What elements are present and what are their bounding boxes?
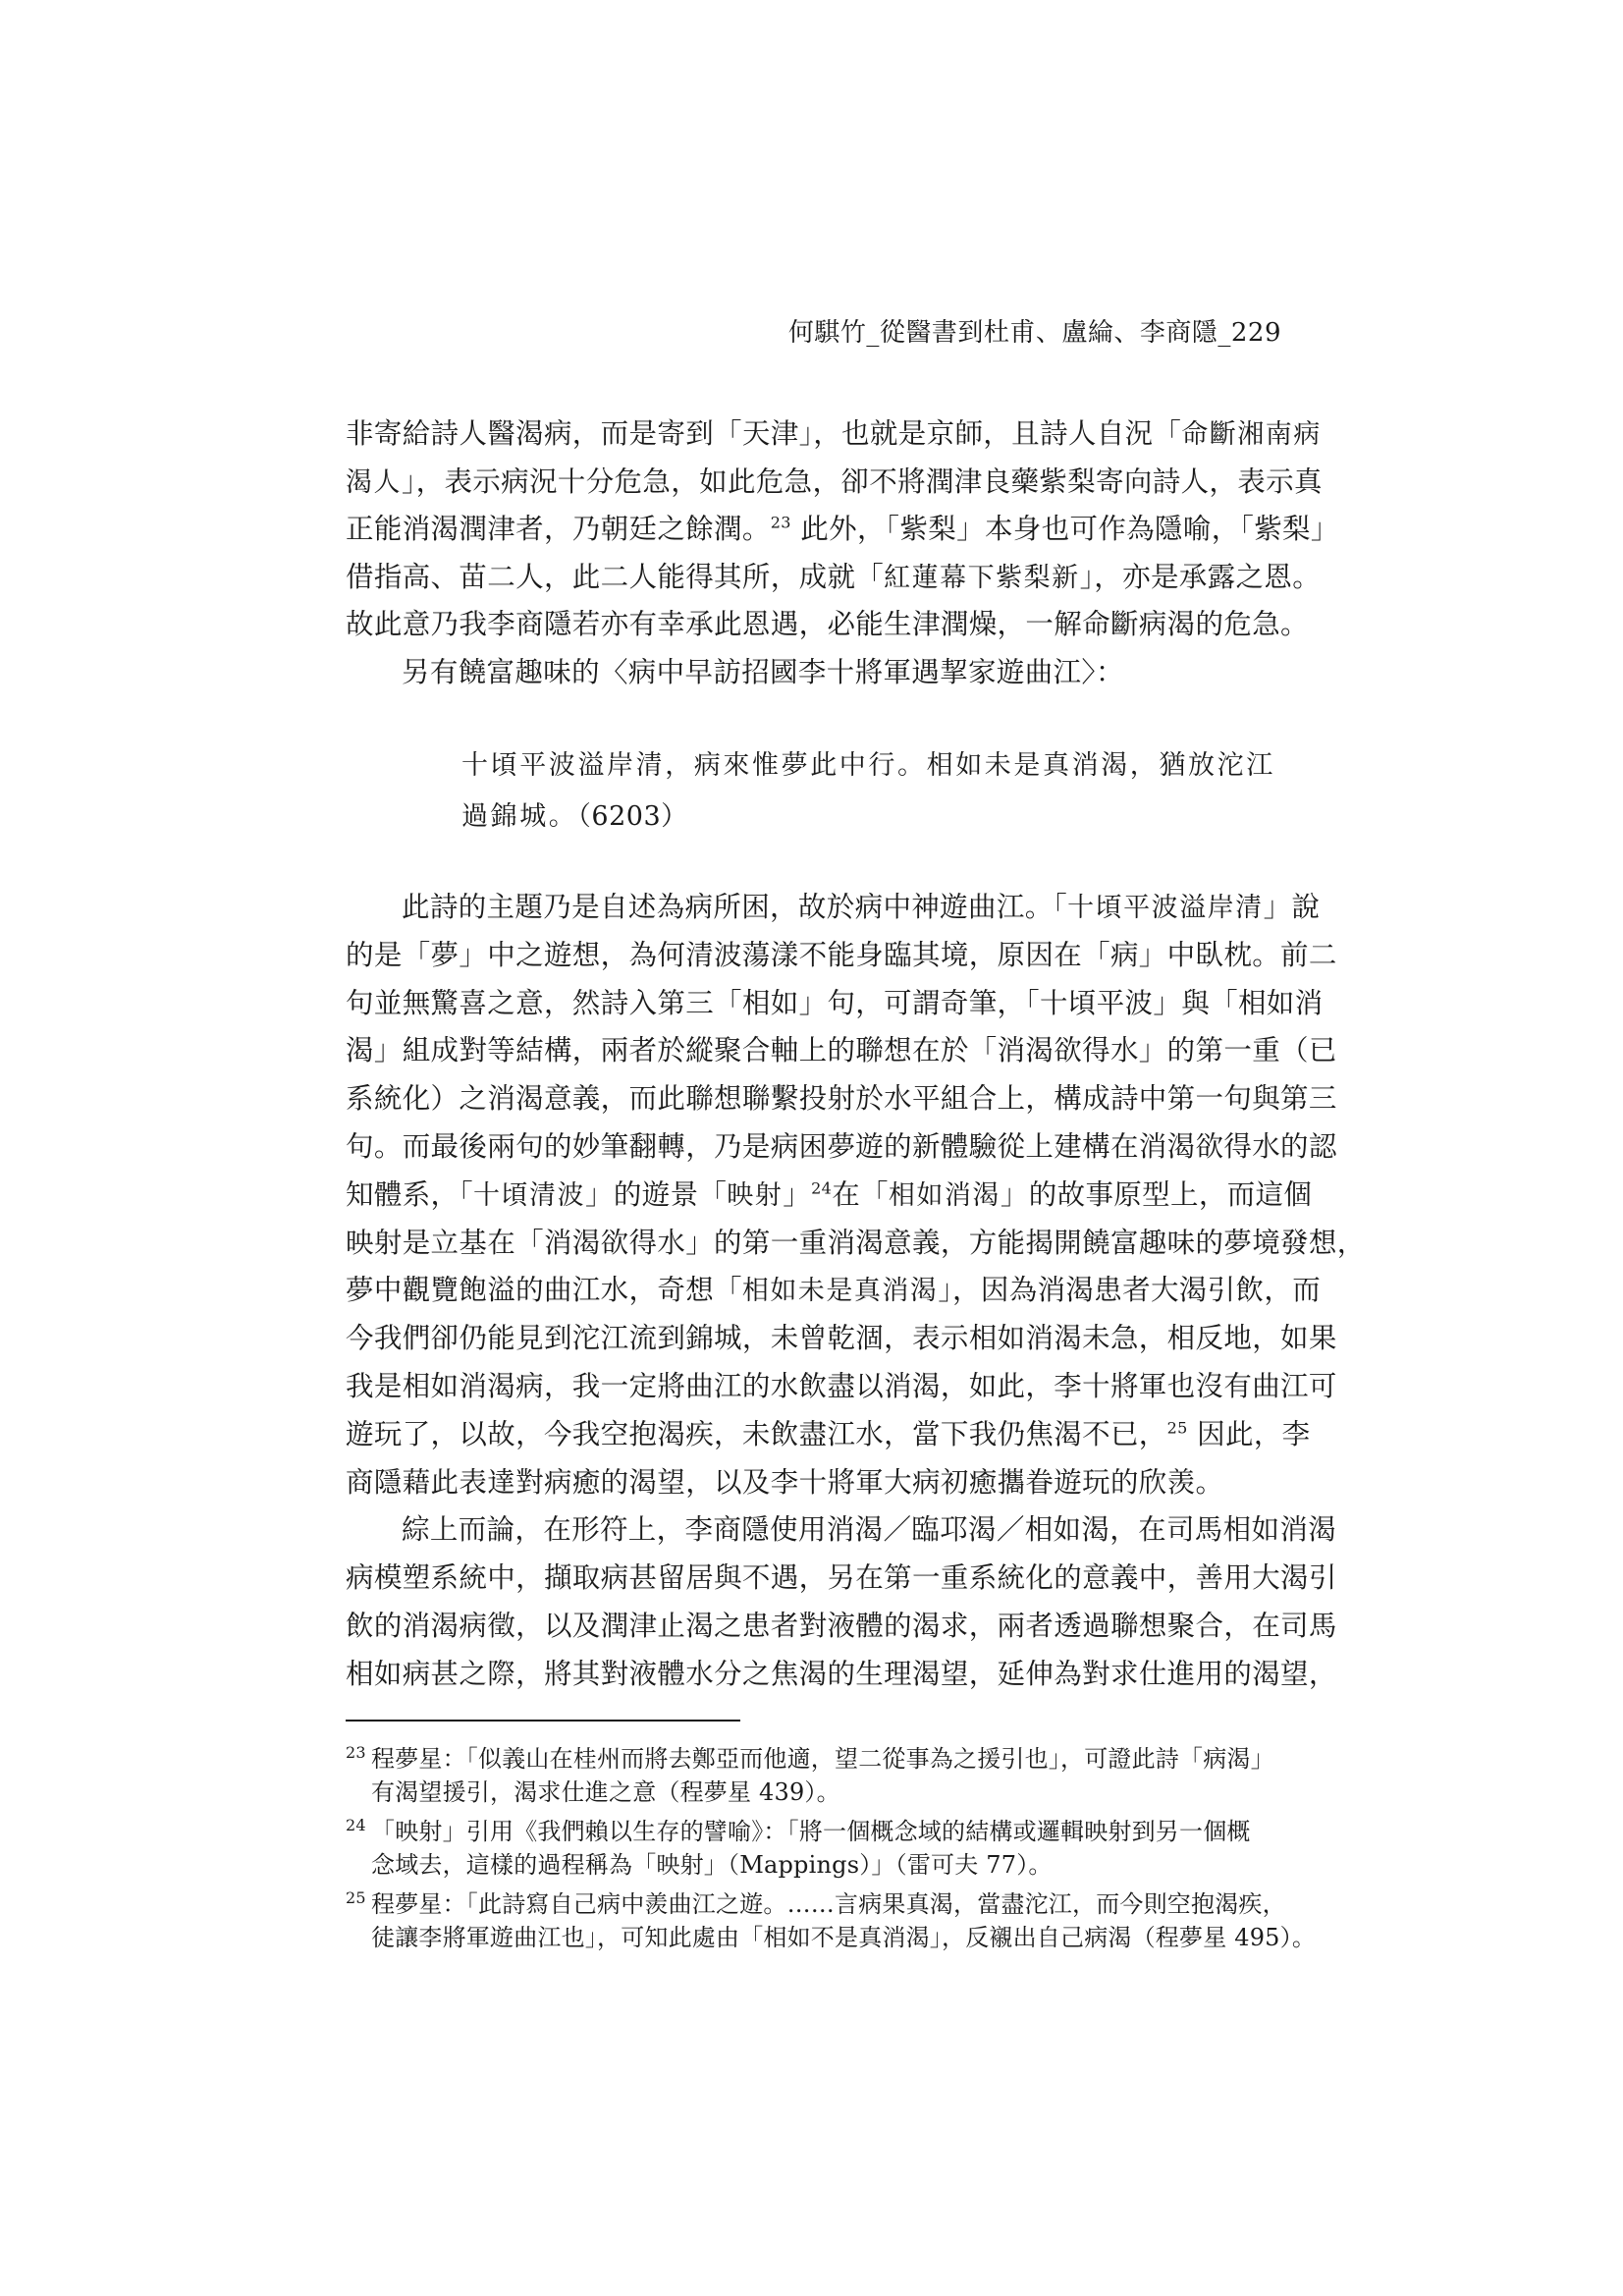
quote-line	[461, 792, 1267, 843]
quoted-verse: 相如消渴	[888, 1179, 1001, 1211]
quoted-verse: 渴人	[346, 466, 402, 498]
block-quote	[461, 740, 1275, 843]
footnote-24	[346, 1815, 1308, 1882]
text-line	[346, 506, 1339, 554]
text-run: 借指高、苗二人，此二人能得其所，成就「	[346, 560, 885, 593]
text-run: 」說	[1263, 891, 1321, 923]
text-line	[346, 1267, 1322, 1315]
footnote-line: 24 「映射」引用《我們賴以生存的譬喻》：「將一個概念域的結構或邏輯映射到另一個概	[346, 1816, 1251, 1845]
text-line	[346, 459, 1323, 507]
quote-line: 十頃平波溢岸清，病來惟夢此中行。相如未是真消渴，猶放沱江	[461, 750, 1275, 781]
footnote-text: 「映射」引用《我們賴以生存的譬喻》：「將一個概念域的結構或邏輯映射到另一個概	[371, 1818, 1251, 1845]
footnote-ref-24[interactable]: 24	[811, 1178, 833, 1198]
text-line	[346, 1411, 1311, 1459]
text-line: 映射是立基在「消渴欲得水」的第一重消渴意義，方能揭開饒富趣味的夢境發想，	[346, 1226, 1366, 1259]
text-line: 商隱藉此表達對病癒的渴望，以及李十將軍大病初癒攜眷遊玩的欣羡。	[346, 1465, 1224, 1499]
text-line	[346, 410, 1322, 459]
text-run: 知體系，「	[346, 1177, 474, 1211]
paragraph-1	[346, 410, 1339, 697]
text-run: 」，因為消渴患者大渴引飲，而	[938, 1274, 1322, 1307]
quoted-verse: 相如未是真消渴	[741, 1276, 939, 1307]
text-run: 在「	[832, 1177, 889, 1211]
text-line: 今我們卻仍能見到沱江流到錦城，未曾乾涸，表示相如消渴未急，相反地，如果	[346, 1322, 1337, 1355]
text-line: 我是相如消渴病，我一定將曲江的水飲盡以消渴，如此，李十將軍也沒有曲江可	[346, 1369, 1337, 1402]
text-run: 」，亦是承露之恩。	[1079, 560, 1322, 593]
paragraph-2	[346, 884, 1366, 1699]
text-line: 故此意乃我李商隱若亦有幸承此恩遇，必能生津潤燥，一解命斷病渴的危急。	[346, 608, 1309, 641]
footnote-ref-23[interactable]: 23	[770, 513, 791, 532]
text-run: 過錦城。	[461, 801, 578, 832]
footnote-line: 23 程夢星：「似義山在桂州而將去鄭亞而他適，望二從事為之援引也」，可證此詩「病渴」	[346, 1743, 1274, 1773]
quoted-verse: 命斷湘南病	[1181, 419, 1322, 450]
text-run: 遊玩了，以故，今我空抱渴疾，未飲盡江水，當下我仍焦渴不已，	[346, 1417, 1167, 1450]
text-run: 」	[783, 1177, 812, 1211]
text-line: 病模塑系統中，擷取病甚留居與不遇，另在第一重系統化的意義中，善用大渴引	[346, 1561, 1337, 1595]
text-run: 」的故事原型上，而這個	[1000, 1177, 1313, 1211]
text-run: 此外，「紫梨」本身也可作為隱喻，「紫梨」	[790, 513, 1339, 546]
text-run: 因此，李	[1187, 1417, 1311, 1450]
text-line: 系統化）之消渴意義，而此聯想聯繫投射於水平組合上，構成詩中第一句與第三	[346, 1082, 1337, 1116]
text-run: 」，表示病況十分危急，如此危急，卻不將潤津良藥紫梨寄向詩人，表示真	[402, 465, 1323, 498]
text-line: 句。而最後兩句的妙筆翻轉，乃是病困夢遊的新體驗從上建構在消渴欲得水的認	[346, 1129, 1337, 1163]
footnotes	[346, 1742, 1317, 1954]
citation: （6203）	[577, 801, 688, 832]
footnote-line: 徒讓李將軍遊曲江也」，可知此處由「相如不是真消渴」，反襯出自己病渴（程夢星 495）。	[371, 1924, 1317, 1951]
text-line: 相如病甚之際，將其對液體水分之焦渴的生理渴望，延伸為對求仕進用的渴望，	[346, 1657, 1337, 1690]
text-line	[346, 884, 1321, 932]
text-run: 非寄給詩人醫渴病，而是寄到「天津」，也就是京師，且詩人自況「	[346, 417, 1182, 450]
footnote-line: 念域去，這樣的過程稱為「映射」（Mappings）」（雷可夫 77）。	[371, 1851, 1053, 1879]
footnote-divider	[346, 1720, 740, 1722]
text-run: 夢中觀覽飽溢的曲江水，奇想「	[346, 1274, 742, 1307]
text-line: 另有饒富趣味的〈病中早訪招國李十將軍遇挈家遊曲江〉：	[402, 655, 1124, 688]
text-run: 正能消渴潤津者，乃朝廷之餘潤。	[346, 513, 771, 546]
text-line	[346, 1172, 1313, 1220]
text-line: 綜上而論，在形符上，李商隱使用消渴／臨邛渴／相如渴，在司馬相如消渴	[402, 1513, 1337, 1547]
footnote-text: 程夢星：「似義山在桂州而將去鄭亞而他適，望二從事為之援引也」，可證此詩「病渴」	[371, 1745, 1274, 1773]
text-line	[346, 554, 1322, 602]
text-line: 句並無驚喜之意，然詩入第三「相如」句，可謂奇筆，「十頃平波」與「相如消	[346, 986, 1324, 1019]
quoted-verse: 十頃平波溢岸清	[1067, 893, 1264, 923]
footnote-line: 25 程夢星：「此詩寫自己病中羨曲江之遊。……言病果真渴，當盡沱江，而今則空抱渴疾，	[346, 1888, 1286, 1918]
text-run: 此詩的主題乃是自述為病所困，故於病中神遊曲江。「	[402, 891, 1068, 923]
text-line: 飲的消渴病徵，以及潤津止渴之患者對液體的渴求，兩者透過聯想聚合，在司馬	[346, 1609, 1337, 1642]
quoted-term: 映射	[727, 1179, 784, 1211]
footnote-text: 程夢星：「此詩寫自己病中羨曲江之遊。……言病果真渴，當盡沱江，而今則空抱渴疾，	[371, 1890, 1286, 1918]
quoted-verse: 紅蓮幕下紫梨新	[884, 562, 1080, 593]
footnote-23	[346, 1742, 1308, 1809]
quoted-verse: 十頃清波	[473, 1179, 586, 1211]
text-run: 」的遊景「	[585, 1177, 728, 1211]
text-line: 的是「夢」中之遊想，為何清波蕩漾不能身臨其境，原因在「病」中臥枕。前二	[346, 938, 1337, 971]
running-header: 何騏竹_從醫書到杜甫、盧綸、李商隱_229	[787, 318, 1281, 348]
footnote-25	[346, 1887, 1317, 1954]
footnote-ref-25[interactable]: 25	[1166, 1418, 1188, 1438]
text-line: 渴」組成對等結構，兩者於縱聚合軸上的聯想在於「消渴欲得水」的第一重（已	[346, 1034, 1337, 1067]
footnote-line: 有渴望援引，渴求仕進之意（程夢星 439）。	[371, 1778, 840, 1806]
